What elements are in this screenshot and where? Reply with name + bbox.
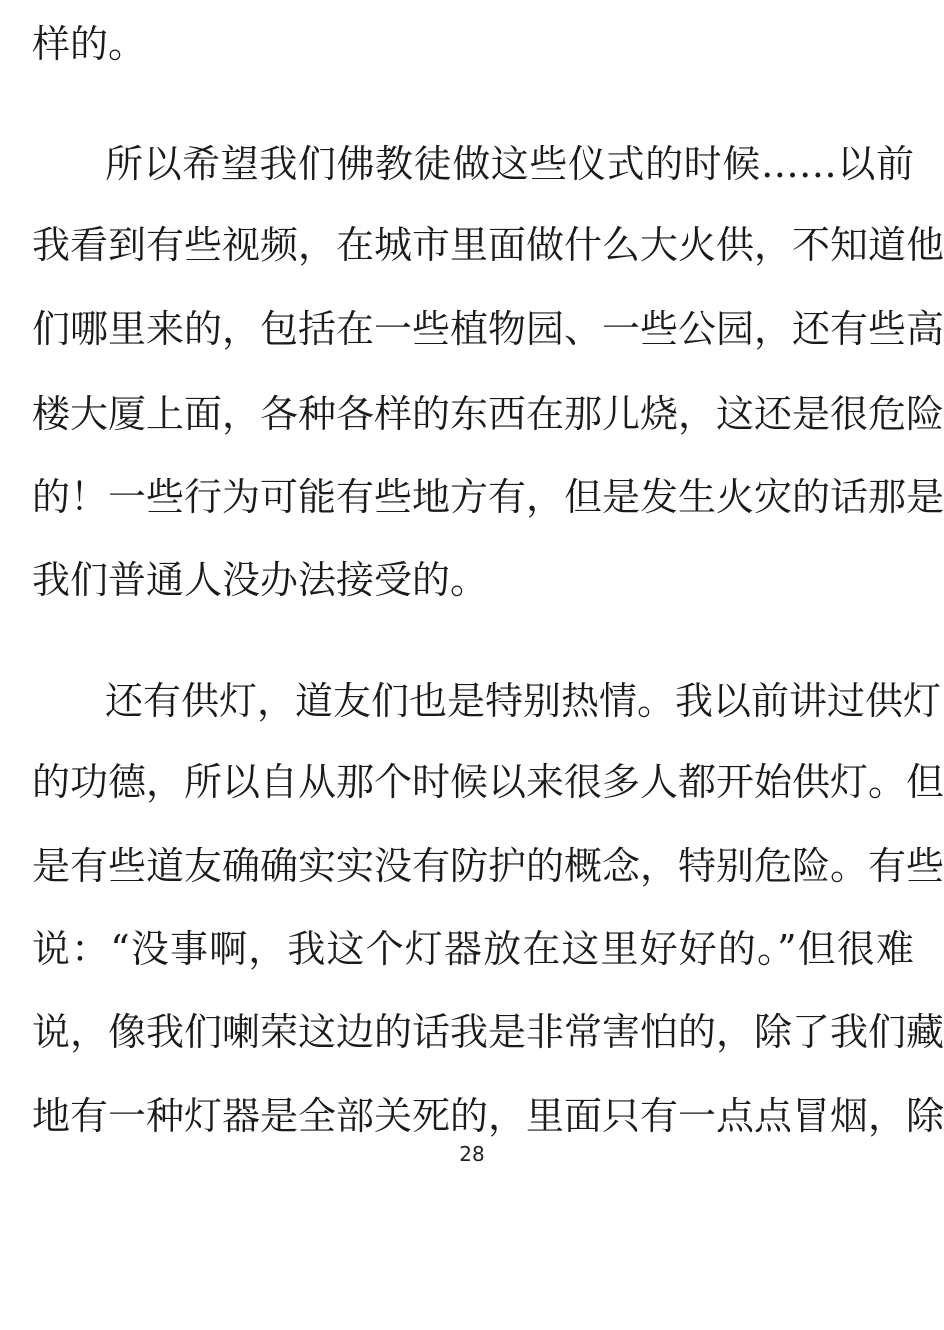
text-line: 所以希望我们佛教徒做这些仪式的时候……以前: [105, 142, 914, 186]
text-line: 的功德，所以自从那个时候以来很多人都开始供灯。但: [32, 760, 944, 804]
text-line: 我看到有些视频，在城市里面做什么大火供，不知道他: [32, 223, 944, 267]
text-line: 们哪里来的，包括在一些植物园、一些公园，还有些高: [32, 307, 944, 351]
text-line: 是有些道友确确实实没有防护的概念，特别危险。有些: [32, 844, 944, 888]
text-line: 还有供灯，道友们也是特别热情。我以前讲过供灯: [105, 679, 942, 723]
text-line: 说，像我们喇荣这边的话我是非常害怕的，除了我们藏: [32, 1010, 944, 1054]
text-line: 地有一种灯器是全部关死的，里面只有一点点冒烟，除: [32, 1094, 944, 1138]
text-line: 说：“没事啊，我这个灯器放在这里好好的。”但很难: [32, 927, 914, 971]
text-line: 我们普通人没办法接受的。: [32, 558, 489, 602]
page-number: 28: [459, 1142, 485, 1166]
text-line: 样的。: [32, 22, 147, 66]
text-line: 楼大厦上面，各种各样的东西在那儿烧，这还是很危险: [32, 392, 944, 436]
text-line: 的！一些行为可能有些地方有，但是发生火灾的话那是: [32, 475, 944, 519]
